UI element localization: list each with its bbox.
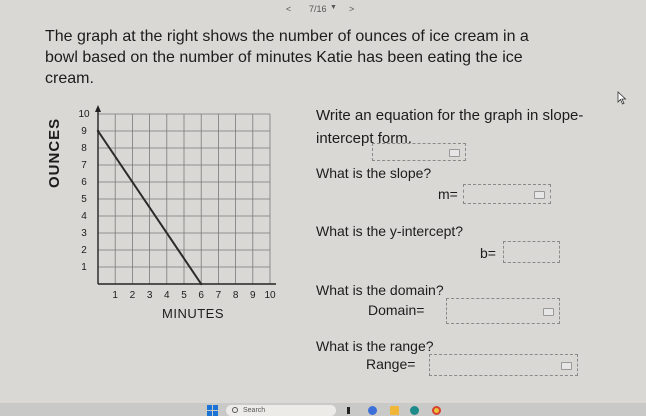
x-tick-label: 5 bbox=[181, 290, 187, 301]
next-page-button[interactable]: > bbox=[349, 4, 355, 14]
chrome-icon[interactable] bbox=[432, 406, 441, 415]
search-placeholder: Search bbox=[243, 407, 266, 414]
range-answer-box[interactable] bbox=[429, 354, 578, 376]
y-tick-label: 7 bbox=[81, 160, 87, 171]
y-tick-label: 5 bbox=[81, 194, 87, 205]
page-navigator bbox=[0, 3, 646, 17]
edge-icon[interactable] bbox=[410, 406, 419, 415]
x-tick-label: 2 bbox=[129, 290, 136, 301]
x-tick-label: 8 bbox=[232, 290, 239, 301]
y-tick-label: 6 bbox=[81, 177, 87, 188]
question-equation: Write an equation for the graph in slope-intercept form. bbox=[316, 107, 584, 147]
x-tick-label: 7 bbox=[215, 290, 222, 301]
slope-answer-box[interactable] bbox=[463, 184, 551, 204]
question-range: What is the range? bbox=[316, 338, 434, 354]
data-point bbox=[200, 283, 202, 285]
problem-text: The graph at the right shows the number of ounces of ice cream in a bowl based on the number of minutes Katie has been eating the ice cream. bbox=[45, 28, 529, 87]
question-y-intercept: What is the y-intercept? bbox=[316, 223, 464, 239]
x-tick-label: 6 bbox=[198, 290, 204, 301]
slope-label: m= bbox=[438, 186, 458, 202]
taskbar bbox=[0, 403, 646, 416]
app-icon[interactable] bbox=[368, 406, 377, 415]
y-tick-label: 10 bbox=[78, 109, 90, 120]
data-point bbox=[97, 130, 99, 132]
equation-answer-box[interactable] bbox=[372, 143, 466, 161]
range-label: Range= bbox=[366, 356, 416, 372]
chart-svg bbox=[55, 96, 295, 306]
previous-page-button[interactable]: < bbox=[286, 4, 292, 14]
domain-label: Domain= bbox=[368, 302, 425, 318]
x-axis-label: MINUTES bbox=[162, 306, 224, 321]
task-view-icon[interactable] bbox=[347, 407, 350, 414]
mouse-pointer-icon bbox=[617, 91, 627, 105]
search-icon bbox=[232, 407, 238, 413]
y-tick-label: 1 bbox=[81, 262, 87, 273]
y-intercept-answer-box[interactable] bbox=[503, 241, 560, 263]
keyboard-icon[interactable] bbox=[543, 308, 554, 316]
domain-answer-box[interactable] bbox=[446, 298, 560, 324]
y-axis-arrow-icon bbox=[95, 105, 101, 112]
x-tick-label: 10 bbox=[264, 290, 276, 301]
folder-icon[interactable] bbox=[390, 406, 399, 415]
y-axis-label: OUNCES bbox=[46, 117, 63, 188]
x-tick-label: 3 bbox=[146, 290, 153, 301]
x-tick-label: 9 bbox=[250, 290, 256, 301]
keyboard-icon[interactable] bbox=[449, 149, 460, 157]
keyboard-icon[interactable] bbox=[561, 362, 572, 370]
y-tick-label: 2 bbox=[81, 245, 87, 256]
question-slope: What is the slope? bbox=[316, 165, 432, 181]
x-tick-label: 4 bbox=[164, 290, 170, 301]
y-tick-label: 3 bbox=[81, 228, 87, 239]
x-tick-label: 1 bbox=[112, 290, 118, 301]
keyboard-icon[interactable] bbox=[534, 191, 545, 199]
page-number[interactable]: 7/16 bbox=[309, 4, 327, 14]
y-tick-label: 4 bbox=[81, 211, 87, 222]
y-tick-label: 9 bbox=[81, 126, 87, 137]
y-tick-label: 8 bbox=[81, 143, 87, 154]
line-chart bbox=[55, 96, 295, 311]
windows-start-icon[interactable] bbox=[207, 405, 218, 416]
taskbar-search[interactable] bbox=[226, 405, 336, 416]
b-label: b= bbox=[480, 245, 496, 261]
page-dropdown-caret[interactable]: ▼ bbox=[330, 4, 337, 11]
question-domain: What is the domain? bbox=[316, 282, 444, 298]
